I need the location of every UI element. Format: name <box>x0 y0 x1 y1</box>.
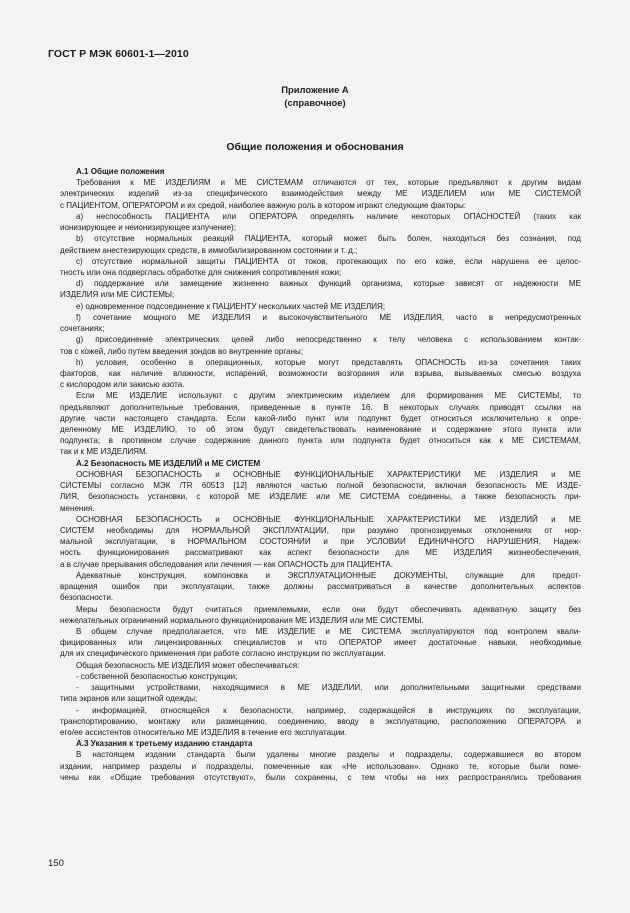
text-line: с ПАЦИЕНТОМ, ОПЕРАТОРОМ и их средой, наиболее важную роль в котором играют следующие факторы: <box>60 200 467 210</box>
text-line: предъявляют дополнительные требования, приведенные в пункте 16. В некоторых случаях приводят ссылки на <box>60 402 581 412</box>
text-line: чены как «Общие требования отсутствуют», были сохранены, с тем чтобы на них распространялись требования <box>60 772 581 782</box>
text-line: В настоящем издании стандарта были удалены многие разделы и подразделы, содержавшиеся во втором <box>76 750 581 760</box>
text-line: менения. <box>60 503 95 513</box>
text-line: g) присоединение электрических цепей либо непосредственно к телу человека с использованием контак- <box>76 335 581 345</box>
text-line: d) поддержание или замещение жизненно важных функций организма, которые зависят от надежности МЕ <box>76 279 581 289</box>
appendix-heading <box>0 84 630 109</box>
text-line: сочетаниях; <box>60 324 105 334</box>
text-line: b) отсутствие нормальных реакций ПАЦИЕНТА, который может быть болен, находиться без сознания, под <box>76 234 581 244</box>
appendix-subtitle: (справочное) <box>284 96 346 108</box>
subsection-heading: А.2 Безопасность МЕ ИЗДЕЛИЙ и МЕ СИСТЕМ <box>76 458 261 468</box>
text-line: СИСТЕМЫ согласно МЭК /TR 60513 [12] являются частью полной безопасности, включая безопасность МЕ ИЗДЕ- <box>60 481 581 491</box>
text-line: Общая безопасность МЕ ИЗДЕЛИЯ может обеспечиваться: <box>76 660 300 670</box>
subsection-heading: A.1 Общие положения <box>76 167 165 176</box>
text-line: тов с кожей, либо путем введения зондов во внутренние органы; <box>60 346 304 356</box>
text-line: тность или она подверглась обработке для снижения сопротивления кожи; <box>60 267 342 277</box>
text-line: нежелательных ограничений нормального функционирования МЕ ИЗДЕЛИЯ или МЕ СИСТЕМЫ. <box>60 615 424 625</box>
text-line: для их специфического применения при работе согласно инструкции по эксплуатации. <box>60 649 386 659</box>
text-line: типа экранов или защитной одежды; <box>60 694 198 704</box>
text-line: - защитными устройствами, находящимися в МЕ ИЗДЕЛИИ, или дополнительными защитными средствами <box>76 683 581 693</box>
subsection-heading: А.3 Указания к третьему изданию стандарта <box>76 739 253 749</box>
text-line: f) сочетание мощного МЕ ИЗДЕЛИЯ и высокочувствительного МЕ ИЗДЕЛИЯ, часто в непредусмотренных <box>76 312 581 322</box>
text-line: Если МЕ ИЗДЕЛИЕ используют с другим электрическим изделием для формирования МЕ СИСТЕМЫ, то <box>76 391 581 401</box>
text-line: деленному МЕ ИЗДЕЛИЮ, то об этом будут свидетельствовать наименование и содержание этого пункта или <box>60 425 581 435</box>
text-line: - собственной безопасностью конструкции; <box>76 671 238 681</box>
text-line: фицированных или лицензированных специалистов и что ОПЕРАТОР имеет достаточные навыки, необходимые <box>60 638 581 648</box>
text-line: Меры безопасности будут считаться приемлемыми, если они будут обеспечивать адекватную защиту без <box>76 604 581 614</box>
text-line: ЛИЯ, безопасность установки, с которой МЕ ИЗДЕЛИЕ или МЕ СИСТЕМА соединены, а также безопасность при- <box>60 492 581 502</box>
body-text <box>60 166 581 783</box>
appendix-title: Приложение А <box>281 84 349 95</box>
text-line: е) одновременное подсоединение к ПАЦИЕНТУ нескольких частей МЕ ИЗДЕЛИЯ; <box>76 301 386 311</box>
text-line: действием анестезирующих средств, в иммобилизированном состоянии и т. д.; <box>60 245 358 255</box>
text-line: факторов, как наличие влажности, испарений, возможности возгорания или взрыва, вызываемых смесью воздуха <box>60 368 581 378</box>
text-line: ОСНОВНАЯ БЕЗОПАСНОСТЬ и ОСНОВНЫЕ ФУНКЦИОНАЛЬНЫЕ ХАРАКТЕРИСТИКИ МЕ ИЗДЕЛИЙ и МЕ <box>76 514 581 524</box>
text-line: так и к МЕ ИЗДЕЛИЯМ. <box>60 447 148 457</box>
text-line: транспортированию, монтажу или размещению, соединению, вводу в эксплуатацию, расположению ОПЕРАТОРА и <box>60 716 581 726</box>
text-line: В общем случае предполагается, что МЕ ИЗДЕЛИЕ и МЕ СИСТЕМА эксплуатируются под контролем квали- <box>76 626 581 636</box>
text-line: - информацией, относящейся к безопасности, например, содержащейся в инструкциях по эксплуатации, <box>76 705 581 715</box>
text-line: подпункта; в противном случае содержание данного пункта или подпункта будет относиться как к МЕ СИСТЕМАМ, <box>60 436 581 446</box>
text-line: с кислородом или закисью азота. <box>60 380 185 390</box>
text-line: с) отсутствие нормальной защиты ПАЦИЕНТА от токов, протекающих по его коже, если нарушена ее целос- <box>76 256 581 266</box>
text-line: ОСНОВНАЯ БЕЗОПАСНОСТЬ и ОСНОВНЫЕ ФУНКЦИОНАЛЬНЫЕ ХАРАКТЕРИСТИКИ МЕ ИЗДЕЛИЯ и МЕ <box>76 469 581 479</box>
text-line: Требования к МЕ ИЗДЕЛИЯМ и МЕ СИСТЕМАМ отличаются от тех, которые предъявляют к другим видам <box>76 178 581 188</box>
text-line: ИЗДЕЛИЯ или МЕ СИСТЕМЫ; <box>60 290 175 300</box>
text-line: электрических изделий из-за специфического взаимодействия между МЕ ИЗДЕЛИЕМ или МЕ СИСТЕМОЙ <box>60 189 581 199</box>
text-line: его/ее ассистентов относительно МЕ ИЗДЕЛИЯ в течение его эксплуатации. <box>60 727 347 737</box>
text-line: а в случае прерывания обследования или лечения — как ОПАСНОСТЬ для ПАЦИЕНТА. <box>60 559 394 569</box>
text-line: безопасности. <box>60 593 114 603</box>
text-line: другие части настоящего стандарта. Если какой-либо пункт или подпункт будет относиться исключительно к опре- <box>60 413 581 423</box>
text-line: ионизирующее и неионизирующее излучение); <box>60 223 236 233</box>
text-line: СИСТЕМ необходимы для НОРМАЛЬНОЙ ЭКСПЛУАТАЦИИ, при разумно прогнозируемых отклонениях от нор- <box>60 526 581 535</box>
text-line: вращения ошибок при эксплуатации, также должны рассматриваться в качестве дополнительных аспектов <box>60 582 581 592</box>
text-line: мальной эксплуатации, в НОРМАЛЬНОМ СОСТОЯНИИ и при УСЛОВИИ ЕДИНИЧНОГО НАРУШЕНИЯ. Надеж- <box>60 537 581 547</box>
text-line: h) условия, особенно в операционных, которые могут представлять ОПАСНОСТЬ из-за сочетания таких <box>76 357 581 367</box>
text-line: а) неспособность ПАЦИЕНТА или ОПЕРАТОРА определять наличие некоторых ОПАСНОСТЕЙ (таких как <box>76 211 581 221</box>
text-line: ность функционирования рассматривают как аспект безопасности для МЕ ИЗДЕЛИЯ жизнеобеспечения, <box>60 548 581 558</box>
page-number: 150 <box>48 858 64 869</box>
text-line: издании, например разделы и подразделы, помеченные как «Не использован». Однако те, которые были поме- <box>60 761 581 771</box>
section-title: Общие положения и обоснования <box>226 141 404 153</box>
standard-header: ГОСТ Р МЭК 60601-1—2010 <box>48 48 189 60</box>
text-line: Адекватные конструкция, компоновка и ЭКСПЛУАТАЦИОННЫЕ ДОКУМЕНТЫ, служащие для предот- <box>76 570 581 580</box>
